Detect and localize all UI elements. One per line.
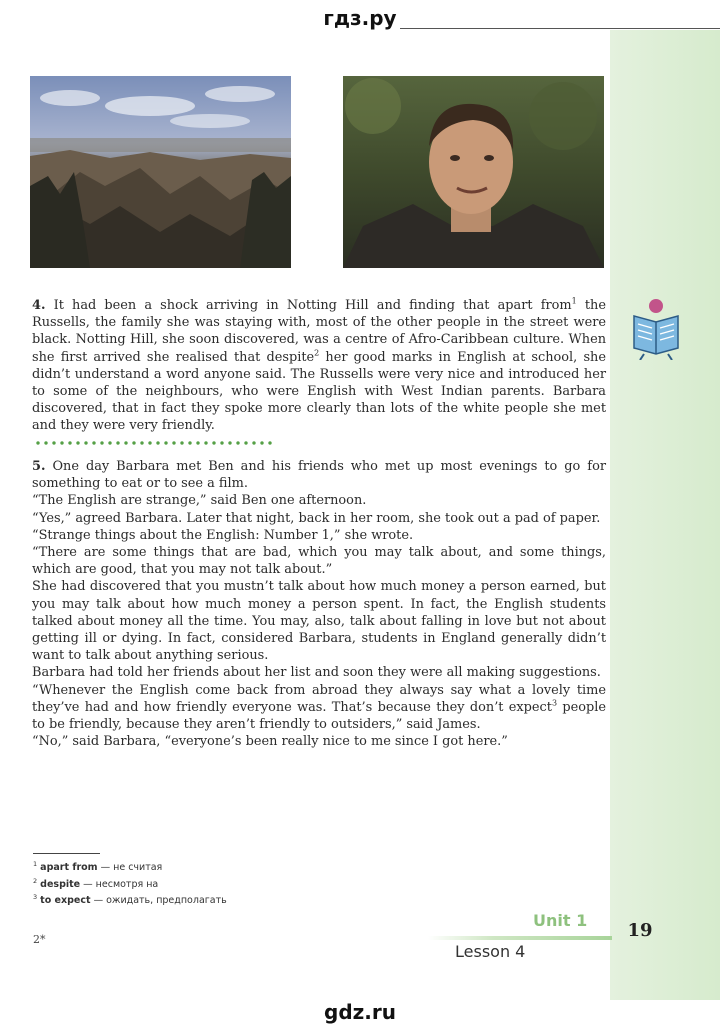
- footnote-rule: [33, 853, 100, 854]
- lesson-label: Lesson 4: [455, 942, 526, 961]
- paragraph-4: [32, 297, 606, 435]
- paragraph-line: 5. One day Barbara met Ben and his friends who met up most evenings to go for something to eat or to see a film.: [32, 459, 606, 492]
- paragraph-number: 4.: [32, 298, 46, 313]
- paragraph-line: “Yes,” agreed Barbara. Later that night, back in her room, she took out a pad of paper.: [32, 510, 601, 526]
- paragraph-line: “No,” said Barbara, “everyone’s been really nice to me since I got here.”: [32, 734, 508, 750]
- footnote-ref: 2: [314, 348, 320, 358]
- reading-person-icon: [626, 296, 686, 360]
- printer-signature: 2*: [33, 933, 46, 946]
- paragraph-5: [32, 458, 606, 750]
- site-brand-top[interactable]: гдз.ру: [323, 6, 397, 30]
- side-color-band: [610, 30, 720, 1000]
- footnote: $^3$ to expect — ожидать, предполагать: [33, 893, 227, 907]
- paragraph-text: It had been a shock arriving in Notting Hill and finding that apart from: [45, 298, 572, 313]
- paragraph-text: her good marks in English at school, she didn’t understand a word anyone said. The Russells were very nice and introduced her to some of the neighbours, who were English with West Indian parents. Barbara discovered, that in fact they spoke more clearly than lots of the white people she met and they were very friendly.: [32, 349, 606, 434]
- paragraph-line: “The English are strange,” said Ben one afternoon.: [32, 493, 367, 509]
- footnote: $^2$ despite — несмотря на: [33, 876, 159, 890]
- paragraph-number: 5.: [32, 459, 46, 474]
- footnote-ref: 3: [551, 698, 558, 708]
- canyon-photo: [30, 76, 291, 268]
- portrait-illustration: [343, 76, 604, 268]
- footnote-ref: 1: [571, 296, 577, 306]
- header-rule: [400, 28, 720, 29]
- site-brand-bottom[interactable]: gdz.ru: [324, 1000, 396, 1024]
- unit-label: Unit 1: [533, 911, 588, 930]
- paragraph-line: “Whenever the English come back from abroad they always say what a lovely time they’ve had and how friendly everyone was. That’s because they don’t expect$^3$ people to be friendly, because they aren’t friendly to outsiders,” said James.: [32, 682, 606, 733]
- dotted-divider: [34, 440, 272, 446]
- paragraph-line: Barbara had told her friends about her list and soon they were all making suggestions.: [32, 665, 601, 681]
- paragraph-line: “Strange things about the English: Number 1,” she wrote.: [32, 527, 414, 543]
- paragraph-line: She had discovered that you mustn’t talk about how much money a person earned, but you may talk about how much money a person spent. In fact, the English students talked about money all the time. You may, also, talk about falling in love but not about getting ill or dying. In fact, considered Barbara, students in England generally didn’t want to talk about anything serious.: [32, 579, 606, 664]
- page-number: 19: [627, 920, 653, 941]
- unit-rule: [428, 936, 612, 940]
- footnote: $^1$ apart from — не считая: [33, 860, 163, 874]
- canyon-illustration: [30, 76, 291, 268]
- portrait-photo: [343, 76, 604, 268]
- footnotes: [33, 858, 227, 908]
- paragraph-line: “There are some things that are bad, which you may talk about, and some things, which are good, that you may not talk about.”: [32, 545, 606, 578]
- paragraph-text: the Russells, the family she was staying with, most of the other people in the street were black. Notting Hill, she soon discovered, was a centre of Afro-Caribbean culture. When she first arrived she realised that despite: [32, 298, 606, 365]
